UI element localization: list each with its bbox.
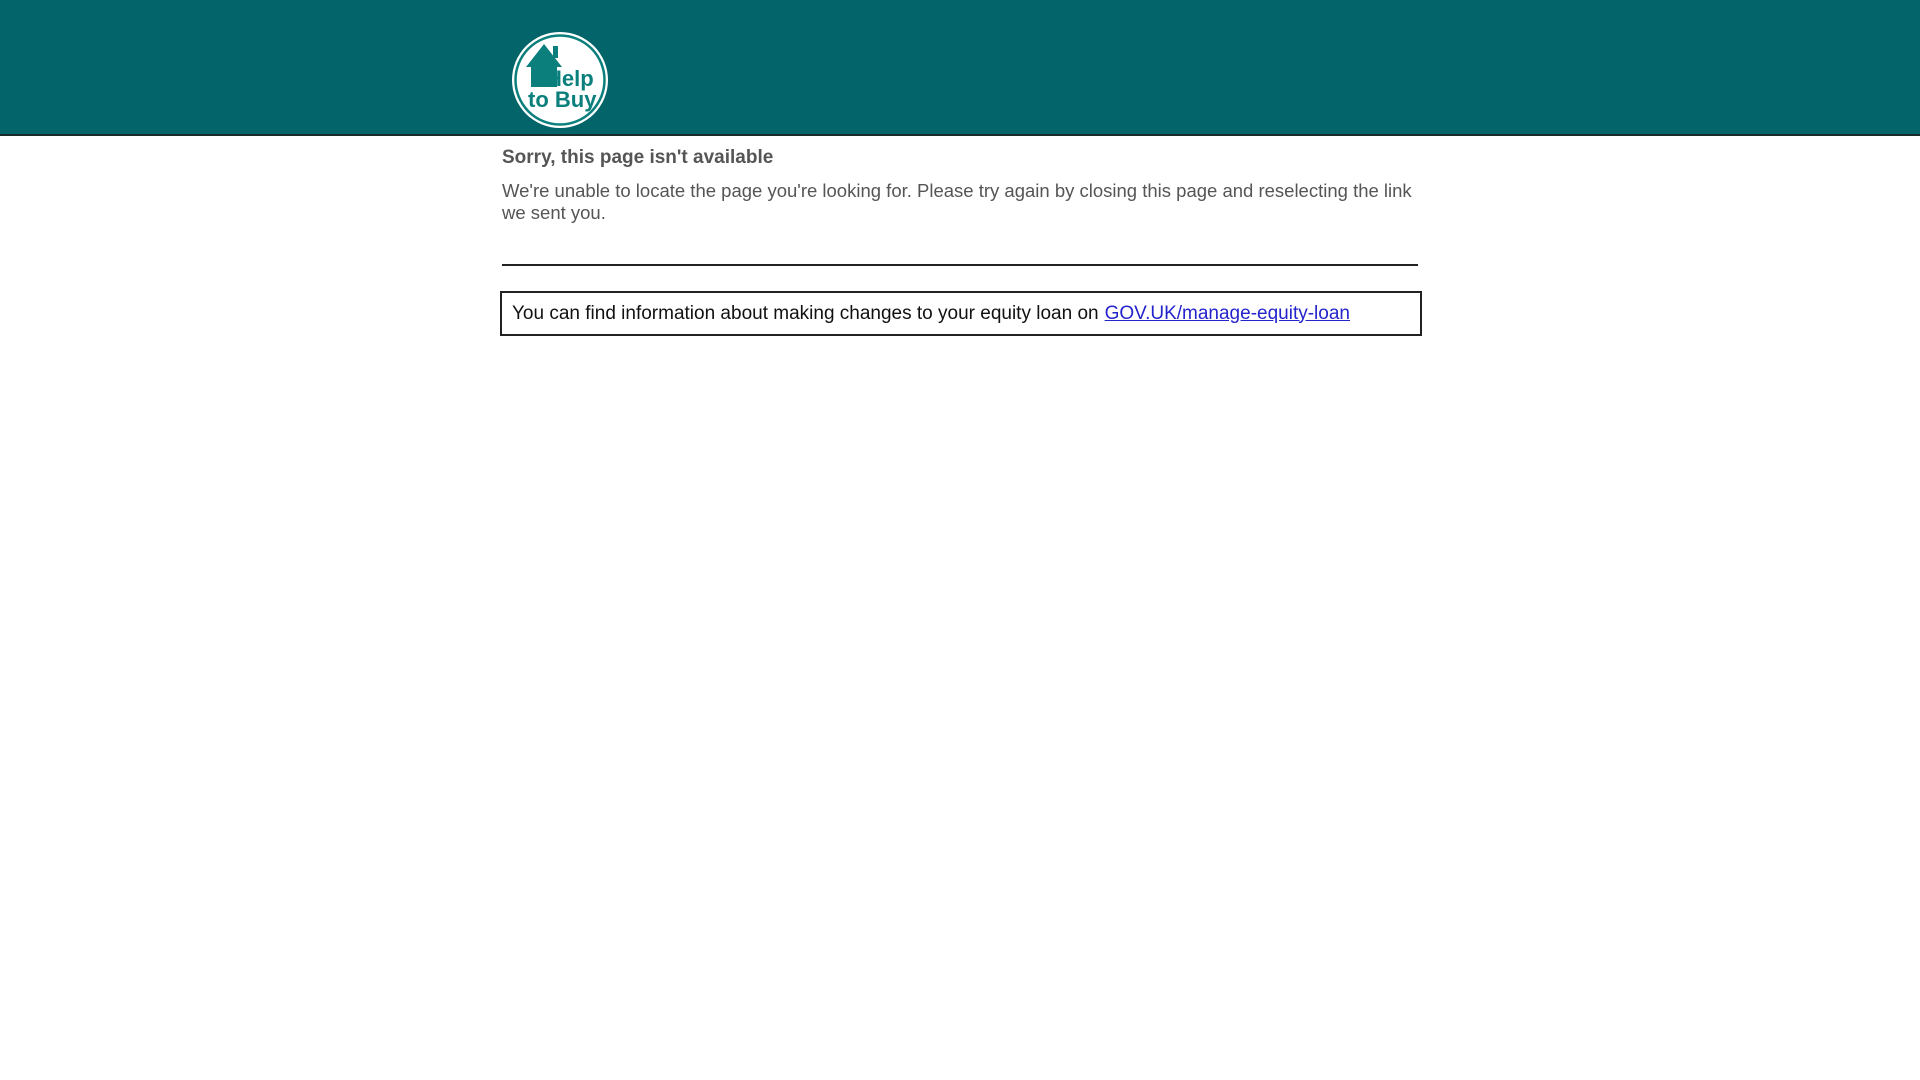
logo-badge (509, 29, 611, 131)
logo-text-line1: Help (546, 66, 594, 91)
divider (502, 264, 1418, 266)
page-title: Sorry, this page isn't available (502, 147, 774, 168)
error-message: We're unable to locate the page you're looking for. Please try again by closing this page and reselecting the link we sent you. (502, 180, 1412, 223)
manage-equity-loan-link[interactable]: GOV.UK/manage-equity-loan (1104, 302, 1350, 324)
help-to-buy-logo[interactable] (509, 29, 611, 131)
logo-text-line2: to Buy (528, 87, 597, 112)
site-header (0, 0, 1920, 136)
info-text: You can find information about making changes to your equity loan on (512, 302, 1099, 324)
main-content (502, 136, 1418, 336)
info-box (500, 291, 1422, 336)
